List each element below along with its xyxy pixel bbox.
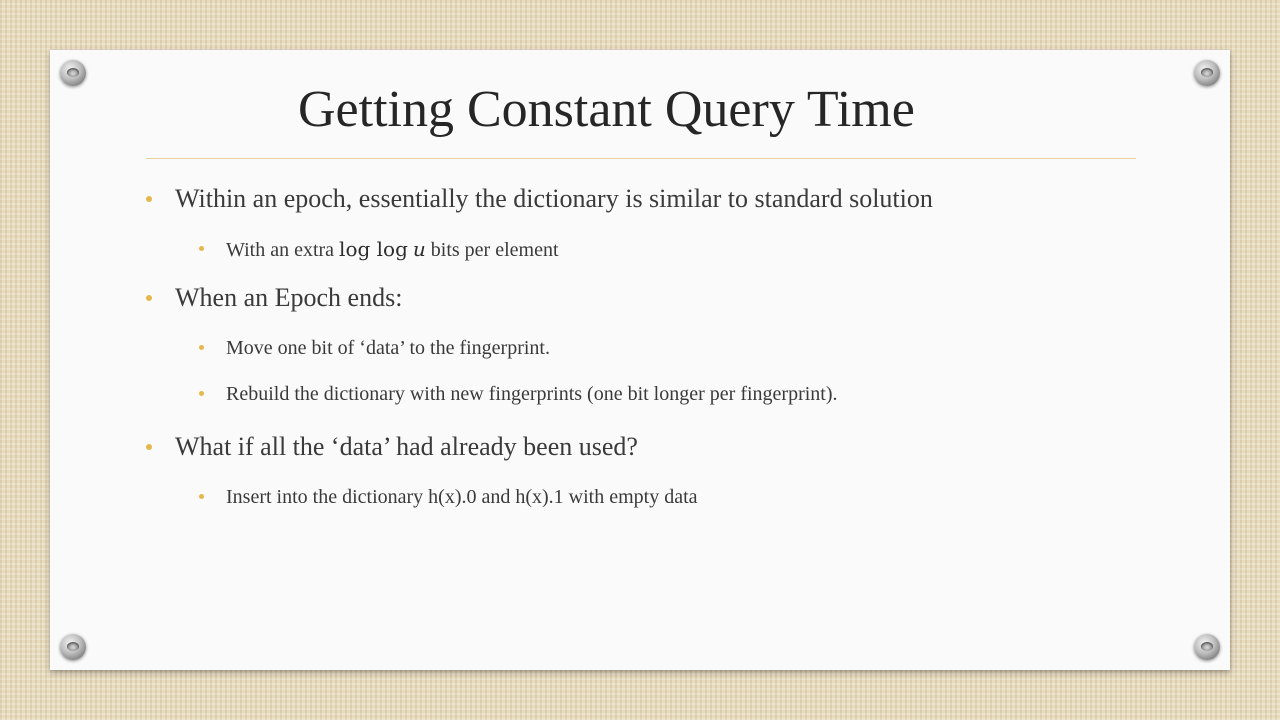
- bullet-dot-icon: [199, 246, 204, 251]
- bullet-text-suffix: bits per element: [425, 239, 559, 261]
- bullet-text: Rebuild the dictionary with new fingerprints (one bit longer per fingerprint).: [226, 383, 838, 405]
- bullet-level2: [226, 335, 550, 361]
- bullet-level1: [175, 183, 933, 215]
- bullet-text: When an Epoch ends:: [175, 283, 403, 312]
- bullet-dot-icon: [146, 295, 152, 301]
- bullet-level2: [226, 236, 559, 263]
- bullet-dot-icon: [199, 345, 204, 350]
- slide-card: [50, 50, 1230, 670]
- math-variable-u: u: [412, 237, 426, 261]
- bullet-dot-icon: [199, 391, 204, 396]
- bullet-dot-icon: [146, 196, 152, 202]
- bullet-text: What if all the ‘data’ had already been used?: [175, 432, 638, 461]
- bullet-text: Within an epoch, essentially the dictionary is similar to standard solution: [175, 184, 933, 213]
- bullet-text-prefix: With an extra: [226, 239, 340, 261]
- bullet-dot-icon: [146, 444, 152, 450]
- bullet-text: Move one bit of ‘data’ to the fingerprint.: [226, 337, 550, 359]
- bullet-level2: [226, 381, 838, 407]
- bullet-level1: [175, 282, 402, 314]
- bullet-list: [50, 50, 1230, 670]
- slide-title: Getting Constant Query Time: [298, 81, 915, 138]
- bullet-level2: [226, 484, 698, 510]
- bullet-text: Insert into the dictionary h(x).0 and h(x).1 with empty data: [226, 486, 698, 508]
- bullet-dot-icon: [199, 494, 204, 499]
- bullet-level1: [175, 431, 638, 463]
- math-log-log: log log: [339, 237, 408, 261]
